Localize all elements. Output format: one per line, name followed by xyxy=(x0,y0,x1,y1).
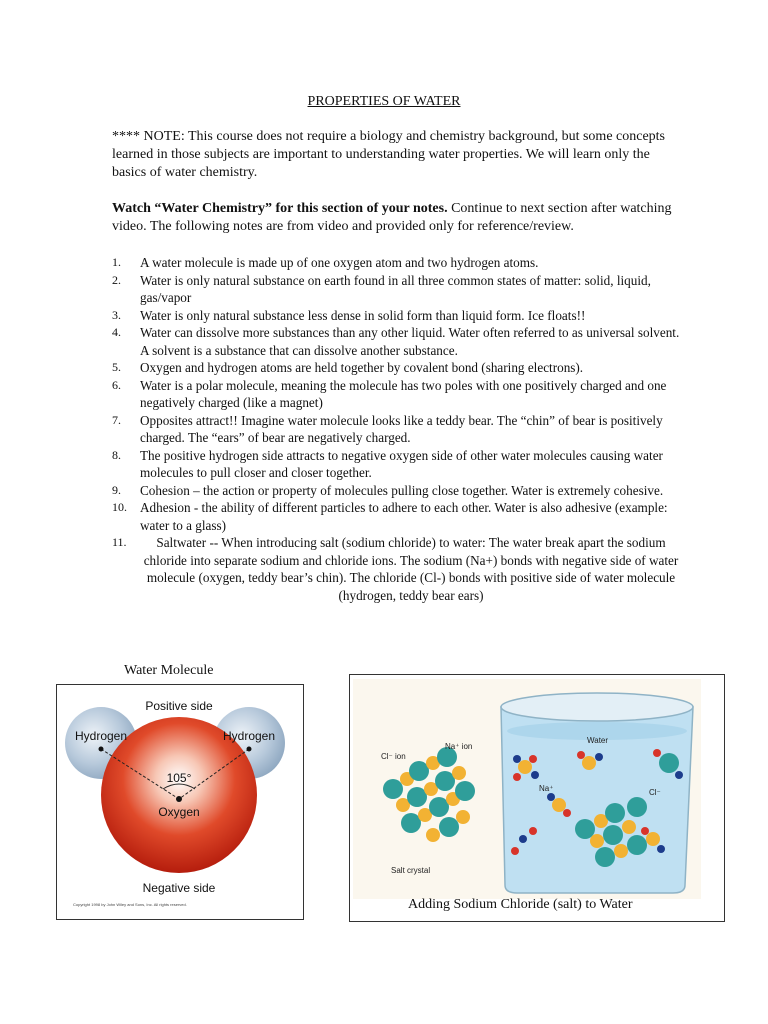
list-item xyxy=(112,324,682,359)
list-item-number: 5. xyxy=(112,360,121,374)
cl-ion-label: Cl⁻ ion xyxy=(381,752,406,761)
na-ion-label: Na⁺ ion xyxy=(445,742,473,751)
list-item-number: 1. xyxy=(112,255,121,269)
watch-rest: Continue to next section after watching video. The following notes are from video and provided only for reference/review. xyxy=(112,201,672,234)
hydrogen-right-dot xyxy=(247,747,252,752)
list-item xyxy=(112,499,682,534)
list-item-text: Oxygen and hydrogen atoms are held together by covalent bond (sharing electrons). xyxy=(140,360,584,375)
hydrogen-left-dot xyxy=(99,747,104,752)
copyright-text: Copyright 1998 by John Wiley and Sons, Inc. All rights reserved. xyxy=(73,902,187,907)
list-item-number: 7. xyxy=(112,412,121,427)
oxygen-label: Oxygen xyxy=(158,805,200,819)
salt-crystal-label: Salt crystal xyxy=(391,866,431,875)
list-item xyxy=(112,307,682,325)
watch-bold: Watch “Water Chemistry” for this section of your notes. xyxy=(112,201,448,216)
note-paragraph: **** NOTE: This course does not require a biology and chemistry background, but some concepts learned in those subjects are important to understanding water properties. We will learn only the basics of water chemistry. xyxy=(112,129,666,180)
salt-water-diagram xyxy=(353,679,701,899)
list-item xyxy=(112,412,682,447)
watch-paragraph xyxy=(112,200,682,236)
list-item-number: 9. xyxy=(112,482,121,497)
list-item-text: The positive hydrogen side attracts to negative oxygen side of other water molecules causing water molecules to pull closer and closer together. xyxy=(140,447,663,480)
negative-side-label: Negative side xyxy=(142,881,216,895)
list-item-text: Adhesion - the ability of different particles to adhere to each other. Water is also adhesive (example: water to a glass) xyxy=(140,500,668,533)
water-label: Water xyxy=(587,736,609,745)
list-item-text: Water is a polar molecule, meaning the molecule has two poles with one positively charged and one negatively charged (like a magnet) xyxy=(140,377,667,410)
page-title: PROPERTIES OF WATER xyxy=(307,94,461,109)
list-item xyxy=(112,447,682,482)
oxygen-dot xyxy=(176,796,182,802)
salt-water-figure xyxy=(349,674,725,922)
list-item xyxy=(112,534,682,604)
water-molecule-figure xyxy=(56,684,304,920)
water-molecule-caption: Water Molecule xyxy=(124,663,214,678)
list-item xyxy=(112,272,682,307)
water-molecule-diagram xyxy=(57,685,303,919)
list-item-text: Water is only natural substance on earth found in all three common states of matter: solid, liquid, gas/vapor xyxy=(140,272,651,305)
list-item-text: Cohesion – the action or property of molecules pulling close together. Water is extremely cohesive. xyxy=(140,482,664,498)
list-item-number: 10. xyxy=(112,500,127,514)
list-item xyxy=(112,377,682,412)
list-item-number: 8. xyxy=(112,447,121,462)
na-label: Na⁺ xyxy=(539,784,554,793)
salt-water-caption: Adding Sodium Chloride (salt) to Water xyxy=(408,897,633,912)
list-item-text: Water is only natural substance less dense in solid form than liquid form. Ice floats!! xyxy=(140,307,586,323)
hydrogen-left-label: Hydrogen xyxy=(74,729,128,743)
list-item-number: 11. xyxy=(112,535,127,549)
notes-list xyxy=(112,254,682,604)
list-item-text: A water molecule is made up of one oxygen atom and two hydrogen atoms. xyxy=(140,255,539,270)
list-item-number: 6. xyxy=(112,377,121,392)
list-item xyxy=(112,482,682,500)
list-item-text: Opposites attract!! Imagine water molecule looks like a teddy bear. The “chin” of bear is positively charged. The “ears” of bear are negatively charged. xyxy=(140,412,663,445)
beaker-rim xyxy=(501,693,693,721)
list-item-text: Saltwater -- When introducing salt (sodium chloride) to water: The water break apart the sodium chloride into separate sodium and chloride ions. The sodium (Na+) bonds with negative side of water molecule (oxygen, teddy bear’s chin). The chloride (Cl-) bonds with positive side of water molecule (hydrogen, teddy bear ears) xyxy=(143,535,679,603)
list-item-number: 4. xyxy=(112,325,121,339)
list-item-text: Water can dissolve more substances than any other liquid. Water often referred to as universal solvent. A solvent is a substance that can dissolve another substance. xyxy=(140,325,680,358)
list-item-number: 2. xyxy=(112,272,121,287)
list-item xyxy=(112,359,682,377)
positive-side-label: Positive side xyxy=(145,699,213,713)
list-item-number: 3. xyxy=(112,307,121,322)
cl-label: Cl⁻ xyxy=(649,788,661,797)
angle-label: 105° xyxy=(166,771,192,785)
hydrogen-right-label: Hydrogen xyxy=(222,729,276,743)
list-item xyxy=(112,254,682,272)
